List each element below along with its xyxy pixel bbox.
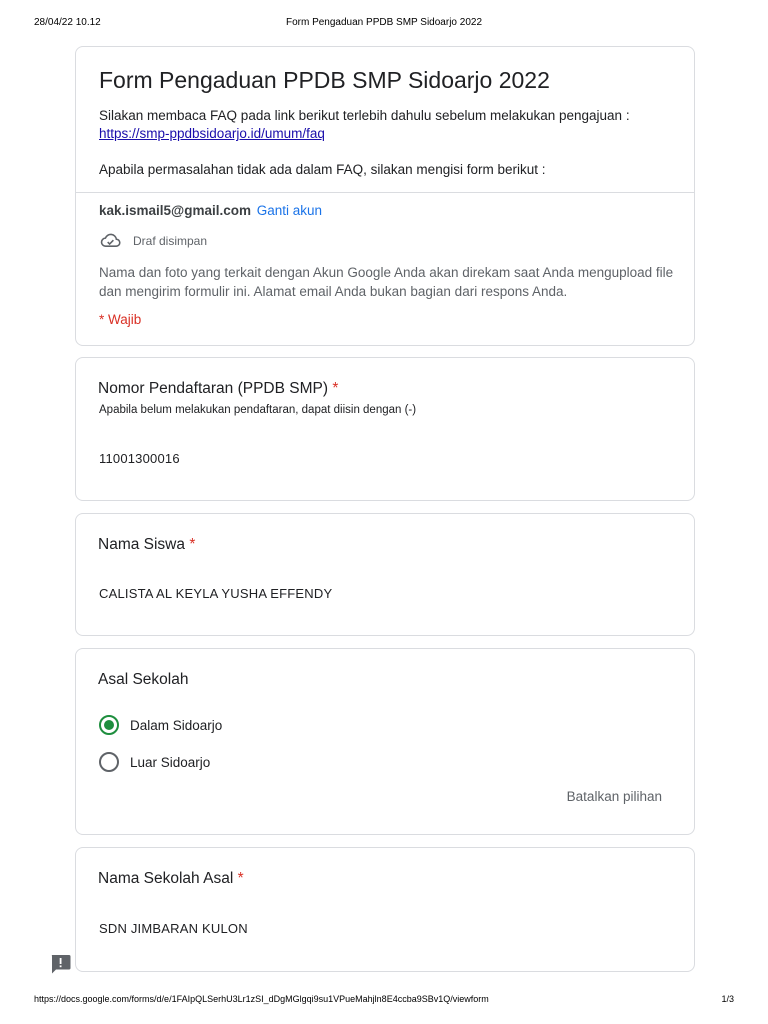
faq-link[interactable]: https://smp-ppdbsidoarjo.id/umum/faq [99,126,325,141]
question-help-text: Apabila belum melakukan pendaftaran, dapat diisin dengan (-) [99,404,417,416]
radio-option-label: Luar Sidoarjo [130,754,211,770]
print-url: https://docs.google.com/forms/d/e/1FAIpQLSerhU3Lr1zSI_dDgMGlgqi9su1VPueMahjln8E4ccba9SBv1Q/viewform [34,994,489,1004]
radio-button[interactable] [99,752,119,772]
question-title [98,870,244,888]
print-header [0,17,768,31]
clear-selection-button[interactable]: Batalkan pilihan [566,789,662,804]
required-star: * [332,380,339,397]
question-card-nama-siswa [75,513,695,636]
privacy-notice: Nama dan foto yang terkait dengan Akun Google Anda akan direkam saat Anda mengupload file dan mengirim formulir ini. Alamat email Anda bukan bagian dari respons Anda. [99,265,674,299]
question-title [98,536,195,554]
cloud-check-icon [100,233,121,248]
question-title [98,380,338,398]
form-description [99,107,679,143]
required-note: * Wajib [99,312,142,327]
form-header-card [75,46,695,346]
question-title-text: Asal Sekolah [98,671,189,688]
draft-status [100,233,207,248]
radio-button-selected[interactable] [99,715,119,735]
question-title [98,671,188,689]
radio-option-luar-sidoarjo[interactable] [99,752,210,772]
question-card-nomor-pendaftaran [75,357,695,501]
print-page-title: Form Pengaduan PPDB SMP Sidoarjo 2022 [285,17,483,28]
description-line: Apabila permasalahan tidak ada dalam FAQ, silakan mengisi form berikut : [99,162,546,177]
radio-option-dalam-sidoarjo[interactable] [99,715,222,735]
nama-siswa-answer[interactable]: CALISTA AL KEYLA YUSHA EFFENDY [99,586,333,601]
account-row [99,203,322,218]
question-card-nama-sekolah-asal [75,847,695,972]
radio-option-label: Dalam Sidoarjo [130,717,223,733]
switch-account-link[interactable]: Ganti akun [256,203,323,218]
divider [76,192,694,193]
question-title-text: Nama Sekolah Asal [98,870,234,887]
required-star: * [237,870,244,887]
nomor-pendaftaran-answer[interactable]: 11001300016 [99,451,180,466]
nama-sekolah-asal-answer[interactable]: SDN JIMBARAN KULON [99,921,248,936]
print-page-number: 1/3 [721,994,734,1004]
draft-status-label: Draf disimpan [133,233,208,248]
feedback-icon[interactable] [50,954,71,974]
description-line: Silakan membaca FAQ pada link berikut terlebih dahulu sebelum melakukan pengajuan : [99,108,630,123]
question-title-text: Nomor Pendaftaran (PPDB SMP) [98,380,329,397]
form-title: Form Pengaduan PPDB SMP Sidoarjo 2022 [99,67,550,93]
required-star: * [189,536,196,553]
print-footer [0,994,768,1008]
account-email: kak.ismail5@gmail.com [99,203,251,218]
question-card-asal-sekolah [75,648,695,835]
print-datetime: 28/04/22 10.12 [34,17,101,28]
question-title-text: Nama Siswa [98,536,185,553]
